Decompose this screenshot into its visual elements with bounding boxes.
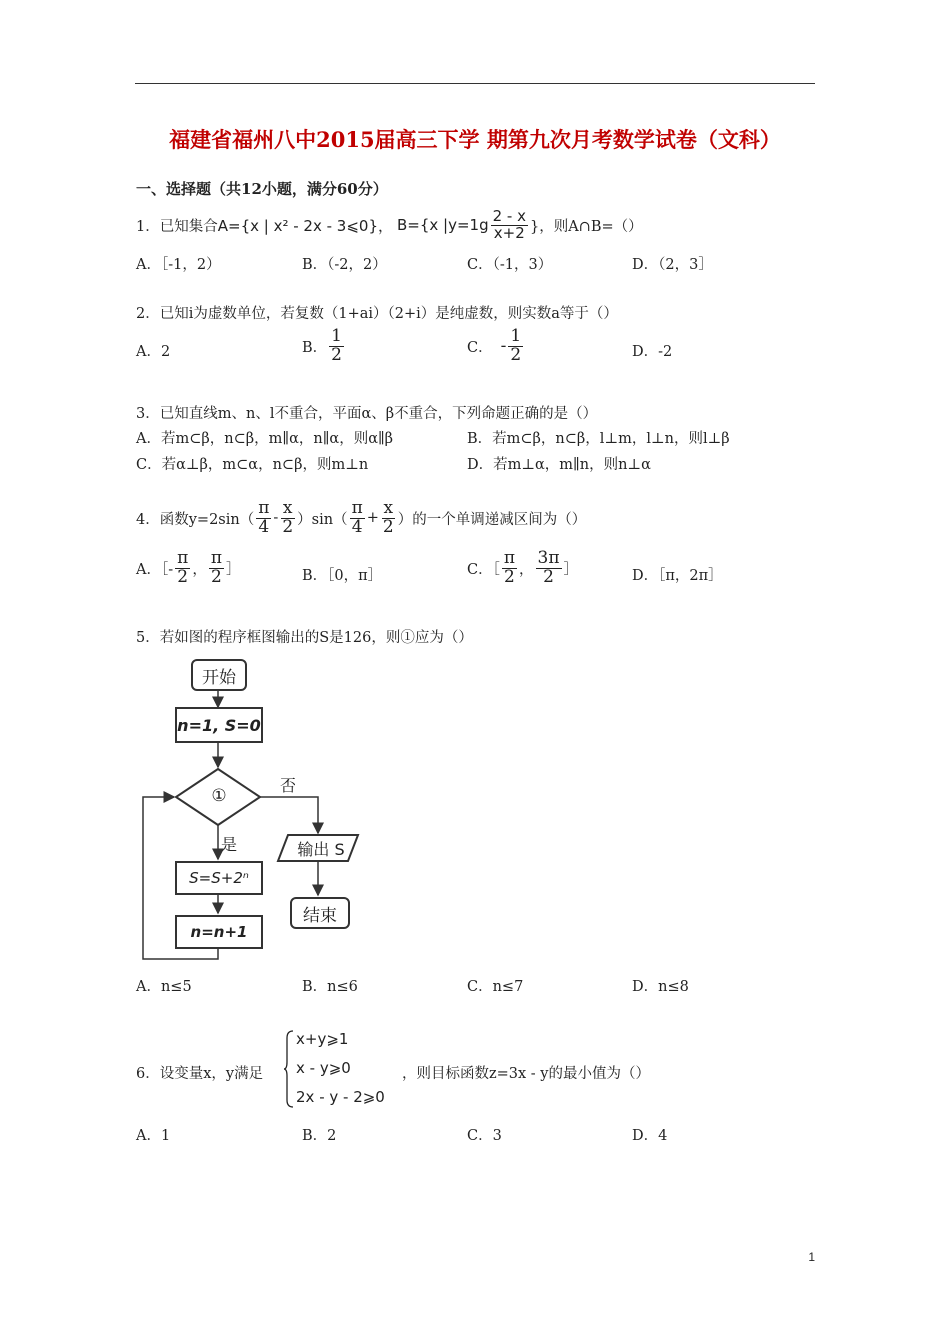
q4-option-c-post: ］ xyxy=(563,561,579,578)
q4-option-c xyxy=(467,550,578,587)
q1-fraction-den: x+2 xyxy=(493,223,525,242)
q5-option-a: A．n≤5 xyxy=(136,979,192,995)
q4-frac-pi-4-b xyxy=(350,500,365,537)
q2-option-c-minus: - xyxy=(500,336,507,357)
q1-option-d: D．（2，3］ xyxy=(632,257,713,273)
q2-option-d: D．-2 xyxy=(632,344,673,360)
q4-frac-2: 2 xyxy=(282,516,294,537)
question-2: 2．已知i为虚数单位，若复数（1+ai）（2+i）是纯虚数，则实数a等于（） xyxy=(136,306,618,322)
q3-option-b: B．若m⊂β，n⊂β，l⊥m，l⊥n，则l⊥β xyxy=(467,431,730,447)
q1-option-a: A．［-1，2） xyxy=(136,257,221,273)
q4-option-a-num-1: π xyxy=(177,548,189,568)
q4-option-a-mid: ， xyxy=(192,561,207,578)
q2-option-c-fraction xyxy=(508,328,523,365)
q4-option-a-frac-2 xyxy=(209,550,224,587)
q1-option-b: B．（-2，2） xyxy=(302,257,387,273)
q6-constraint-3: 2x - y - 2⩾0 xyxy=(296,1088,385,1106)
q1-fraction xyxy=(491,209,528,242)
flowchart-output: 输出 S xyxy=(297,840,345,859)
question-4 xyxy=(136,500,586,537)
q2-option-a: A．2 xyxy=(136,344,171,360)
header-rule xyxy=(135,83,815,84)
q1-option-c: C．（-1，3） xyxy=(467,257,553,273)
page-number: 1 xyxy=(808,1250,815,1264)
q4-option-a-den-2: 2 xyxy=(210,566,222,587)
q6-suffix: ，则目标函数z=3x - y的最小值为（） xyxy=(402,1066,650,1082)
q4-frac-x-b: x xyxy=(383,498,394,518)
q1-prefix: 1．已知集合 xyxy=(136,218,218,235)
q4-frac-2-b: 2 xyxy=(382,516,394,537)
q4-option-c-frac-2 xyxy=(536,550,562,587)
q4-frac-pi-4-a xyxy=(256,500,271,537)
q4-option-a xyxy=(136,550,241,587)
q4-option-c-num-1: π xyxy=(503,548,516,568)
q4-plus: + xyxy=(366,510,379,527)
q4-option-a-frac-1 xyxy=(175,550,190,587)
q6-option-c: C．3 xyxy=(467,1128,502,1144)
q4-option-a-num-2: π xyxy=(210,548,222,568)
q4-option-b: B．［0，π］ xyxy=(302,568,383,584)
q4-option-c-mid: ， xyxy=(519,561,534,578)
q5-option-d: D．n≤8 xyxy=(632,979,689,995)
question-1 xyxy=(136,209,643,242)
flowchart-condition: ① xyxy=(211,786,227,806)
q2-option-b-fraction xyxy=(329,328,344,365)
q5-option-b: B．n≤6 xyxy=(302,979,358,995)
q6-prefix: 6．设变量x，y满足 xyxy=(136,1066,264,1082)
q4-frac-x-2-a xyxy=(280,500,295,537)
q4-option-a-den-1: 2 xyxy=(177,566,189,587)
q4-frac-pi-b: π xyxy=(351,498,363,518)
q4-option-c-den-2: 2 xyxy=(543,566,554,587)
question-3: 3．已知直线m、n、l不重合，平面α、β不重合，下列命题正确的是（） xyxy=(136,406,598,422)
q3-option-d: D．若m⊥α，m∥n，则n⊥α xyxy=(467,457,651,473)
q3-option-c: C．若α⊥β，m⊂α，n⊂β，则m⊥n xyxy=(136,457,369,473)
flowchart-no-label: 否 xyxy=(280,776,297,795)
q4-option-c-num-2: 3π xyxy=(537,548,560,568)
q6-constraint-2: x - y⩾0 xyxy=(296,1059,351,1077)
q4-frac-pi: π xyxy=(258,498,270,518)
q4-option-a-pre: A．［- xyxy=(136,561,174,578)
q4-prefix: 4．函数y=2sin（ xyxy=(136,511,255,528)
q4-option-d: D．［π，2π］ xyxy=(632,568,723,584)
flowchart-end: 结束 xyxy=(290,897,350,929)
flowchart-start: 开始 xyxy=(191,659,247,691)
question-5: 5．若如图的程序框图输出的S是126，则①应为（） xyxy=(136,630,473,646)
q4-frac-x: x xyxy=(282,498,293,518)
q2-option-b-label: B． xyxy=(302,339,328,356)
flowchart-update-n: n=n+1 xyxy=(175,915,263,949)
q4-suffix: ）的一个单调递减区间为（） xyxy=(397,511,587,528)
q2-option-c-den: 2 xyxy=(510,344,522,365)
flowchart-yes-label: 是 xyxy=(221,835,238,854)
q4-option-a-post: ］ xyxy=(226,561,241,578)
flowchart-init: n=1, S=0 xyxy=(175,707,263,743)
q4-minus: - xyxy=(273,510,279,527)
q4-frac-4-b: 4 xyxy=(351,516,363,537)
q2-option-c xyxy=(467,328,525,365)
q4-option-c-frac-1 xyxy=(502,550,517,587)
q4-mid: ）sin（ xyxy=(297,511,348,528)
flowchart-update-s: S=S+2ⁿ xyxy=(175,861,263,895)
q2-option-b xyxy=(302,328,346,365)
q6-brace xyxy=(284,1030,294,1108)
q5-option-c: C．n≤7 xyxy=(467,979,524,995)
q4-option-c-pre: C．［ xyxy=(467,561,500,578)
q1-set-a: A={x | x² - 2x - 3⩽0}， xyxy=(217,216,393,235)
q2-option-c-label: C． xyxy=(467,339,493,356)
q2-option-b-den: 2 xyxy=(331,344,342,365)
q1-fraction-num: 2 - x xyxy=(492,207,526,225)
q2-option-c-num: 1 xyxy=(510,326,522,346)
section-heading: 一、选择题（共12小题，满分60分） xyxy=(136,180,388,198)
q6-option-d: D．4 xyxy=(632,1128,668,1144)
q3-option-a: A．若m⊂β，n⊂β，m∥α，n∥α，则α∥β xyxy=(136,431,394,447)
q4-option-c-den-1: 2 xyxy=(504,566,515,587)
q1-set-b-post: }，则A∩B=（） xyxy=(529,218,643,235)
q6-option-a: A．1 xyxy=(136,1128,171,1144)
q2-option-b-num: 1 xyxy=(331,326,342,346)
q6-option-b: B．2 xyxy=(302,1128,337,1144)
q1-set-b-pre: B={x |y=1g xyxy=(396,216,489,235)
q4-frac-x-2-b xyxy=(381,500,396,537)
q4-frac-4: 4 xyxy=(258,516,270,537)
page-title: 福建省福州八中2015届高三下学 期第九次月考数学试卷（文科） xyxy=(169,127,781,152)
q6-constraint-1: x+y⩾1 xyxy=(296,1030,349,1048)
